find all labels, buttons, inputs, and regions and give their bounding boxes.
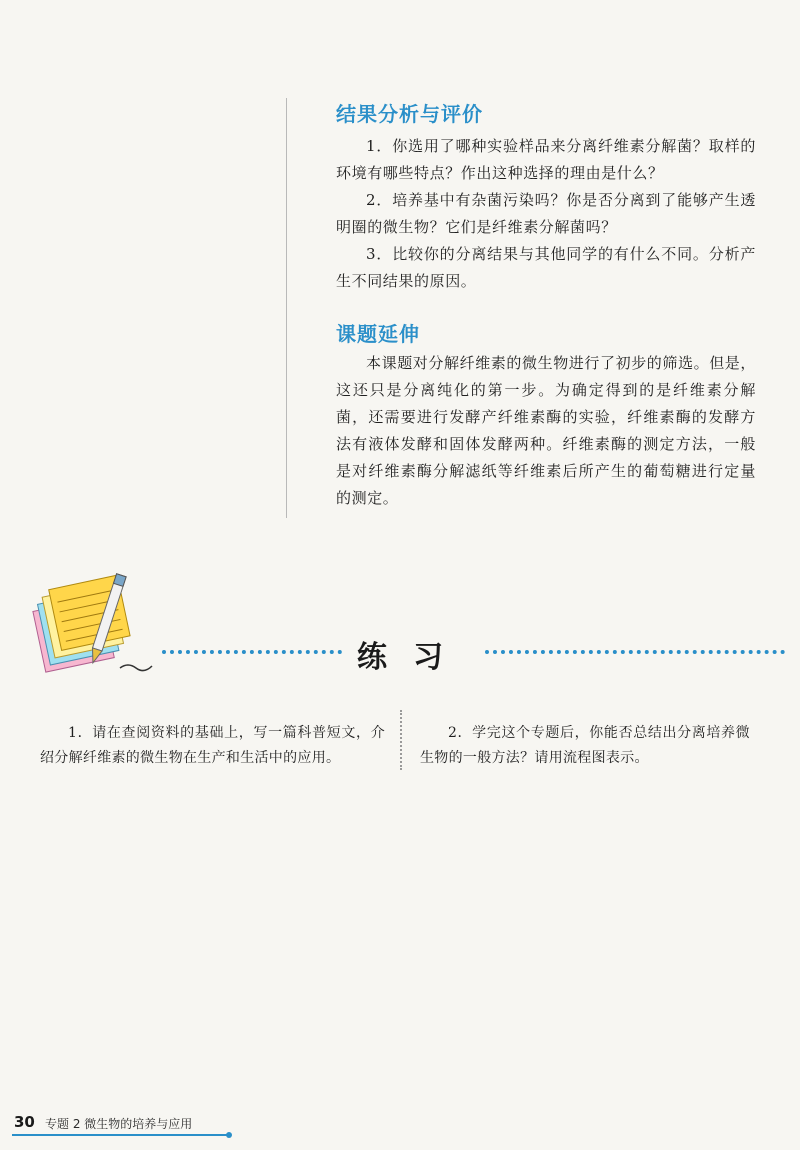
exercise-item-1: 1．请在查阅资料的基础上，写一篇科普短文，介绍分解纤维素的微生物在生产和生活中的应用。: [40, 725, 385, 766]
results-section: [336, 133, 756, 295]
margin-divider: [286, 98, 287, 518]
results-heading: 结果分析与评价: [336, 102, 483, 126]
exercise-item-2: 2．学完这个专题后，你能否总结出分离培养微生物的一般方法？请用流程图表示。: [420, 725, 750, 766]
exercise-title: 练习: [357, 640, 469, 675]
exercise-divider: [400, 710, 402, 770]
notes-pen-icon: [30, 570, 170, 680]
dotted-rule-left: [162, 650, 342, 654]
dotted-rule-right: [485, 650, 785, 654]
extension-heading: 课题延伸: [336, 322, 420, 346]
footer-rule: [12, 1134, 227, 1136]
results-question-1: 1．你选用了哪种实验样品来分离纤维素分解菌？取样的环境有哪些特点？作出这种选择的理由是什么？: [336, 137, 756, 182]
exercise-header: [30, 570, 790, 690]
chapter-label: 专题 2 微生物的培养与应用: [45, 1117, 193, 1131]
page-number: 30: [14, 1113, 35, 1131]
footer-dot: [226, 1132, 232, 1138]
extension-paragraph: 本课题对分解纤维素的微生物进行了初步的筛选。但是，这还只是分离纯化的第一步。为确定得到的是纤维素分解菌，还需要进行发酵产纤维素酶的实验，纤维素酶的发酵方法有液体发酵和固体发酵两种。纤维素酶的测定方法，一般是对纤维素酶分解滤纸等纤维素后所产生的葡萄糖进行定量的测定。: [336, 354, 757, 507]
results-question-2: 2．培养基中有杂菌污染吗？你是否分离到了能够产生透明圈的微生物？它们是纤维素分解菌吗？: [336, 191, 756, 236]
extension-section: [336, 350, 756, 512]
results-question-3: 3．比较你的分离结果与其他同学的有什么不同。分析产生不同结果的原因。: [336, 245, 756, 290]
page-footer: [0, 1110, 800, 1140]
